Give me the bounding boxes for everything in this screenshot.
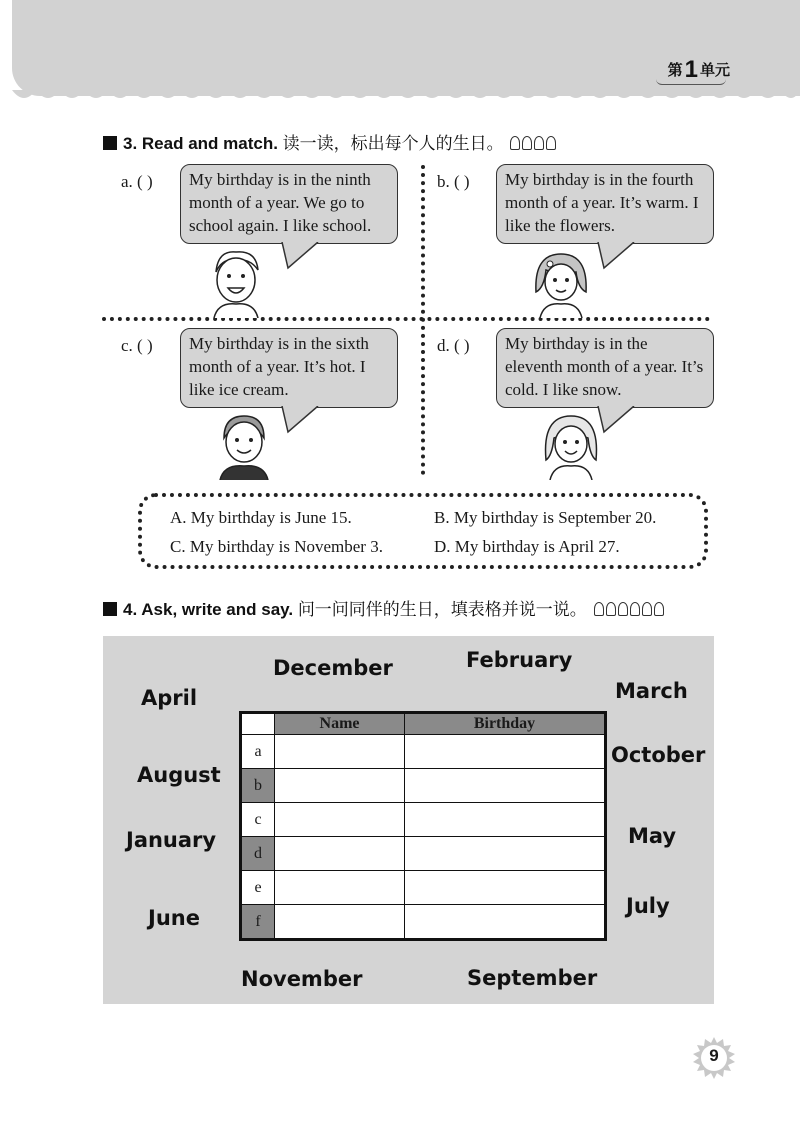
month-may: May [628,824,677,848]
candle-icon [522,136,532,150]
boy-avatar-icon [214,410,274,480]
table-header-row [241,713,606,735]
table-row [241,905,606,940]
bubble-tail [280,242,320,270]
row-label: b [241,769,275,803]
table-row [241,803,606,837]
option-a: A. My birthday is June 15. [170,508,352,527]
section3-number-title: 3. Read and match. [123,134,278,153]
month-june: June [148,906,200,930]
bubble-tail [596,242,636,270]
item-a-answer-blank[interactable]: a. ( ) [121,172,153,191]
table-row [241,837,606,871]
column-header-birthday: Birthday [405,713,606,735]
candle-icon [618,602,628,616]
unit-suffix: 单元 [699,62,730,79]
section3-title [103,129,556,154]
birthday-cell[interactable] [405,735,606,769]
square-bullet-icon [103,136,117,150]
name-cell[interactable] [275,735,405,769]
row-label: d [241,837,275,871]
birthday-cell[interactable] [405,837,606,871]
table-row [241,769,606,803]
bubble-tail [596,406,636,434]
section4-number-title: 4. Ask, write and say. [123,600,294,619]
unit-underline-decoration [656,78,726,85]
name-cell[interactable] [275,803,405,837]
item-d-answer-blank[interactable]: d. ( ) [437,336,470,355]
row-label: c [241,803,275,837]
month-march: March [615,679,688,703]
month-november: November [241,967,363,991]
option-c: C. My birthday is November 3. [170,537,383,556]
birthday-cell[interactable] [405,905,606,940]
row-label: a [241,735,275,769]
name-cell[interactable] [275,837,405,871]
section4-title [103,595,664,620]
item-a-speech-bubble: My birthday is in the ninth month of a year. We go to school again. I like school. [180,164,398,244]
month-october: October [611,743,706,767]
candle-icon [642,602,652,616]
table-corner-cell [241,713,275,735]
row-label: e [241,871,275,905]
item-b-answer-blank[interactable]: b. ( ) [437,172,470,191]
section4-cn-instruction: 问一问同伴的生日，填表格并说一说。 [297,600,587,619]
candle-icon [546,136,556,150]
birthday-cell[interactable] [405,871,606,905]
name-cell[interactable] [275,871,405,905]
section3-cn-instruction: 读一读，标出每个人的生日。 [282,134,504,153]
birthday-cell[interactable] [405,769,606,803]
name-cell[interactable] [275,905,405,940]
item-c-speech-bubble: My birthday is in the sixth month of a year. It’s hot. I like ice cream. [180,328,398,408]
birthday-cell[interactable] [405,803,606,837]
unit-prefix: 第 [667,62,683,79]
name-cell[interactable] [275,769,405,803]
month-april: April [141,686,198,710]
candle-icon [606,602,616,616]
item-b-speech-bubble: My birthday is in the fourth month of a year. It’s warm. I like the flowers. [496,164,714,244]
birthday-table [239,711,607,941]
boy-avatar-icon [206,246,266,318]
row-label: f [241,905,275,940]
month-january: January [126,828,217,852]
candle-icon [630,602,640,616]
month-december: December [273,656,393,680]
table-row [241,871,606,905]
girl-avatar-icon [530,248,592,318]
girl-avatar-icon [540,410,602,480]
column-header-name: Name [275,713,405,735]
square-bullet-icon [103,602,117,616]
page-number: 9 [709,1046,719,1065]
candle-icon [654,602,664,616]
option-b: B. My birthday is September 20. [434,508,657,527]
bubble-tail [280,406,320,434]
candle-icon [510,136,520,150]
table-row [241,735,606,769]
month-august: August [137,763,221,787]
quadrant-divider-horizontal [102,317,710,321]
item-c-answer-blank[interactable]: c. ( ) [121,336,153,355]
scalloped-edge [12,90,800,106]
options-box [138,493,708,569]
item-d-speech-bubble: My birthday is in the eleventh month of a year. It’s cold. I like snow. [496,328,714,408]
option-d: D. My birthday is April 27. [434,537,620,556]
unit-number: 1 [684,56,698,83]
month-september: September [467,966,598,990]
month-february: February [466,648,573,672]
candle-icon [594,602,604,616]
month-july: July [626,894,670,918]
candle-icon [534,136,544,150]
